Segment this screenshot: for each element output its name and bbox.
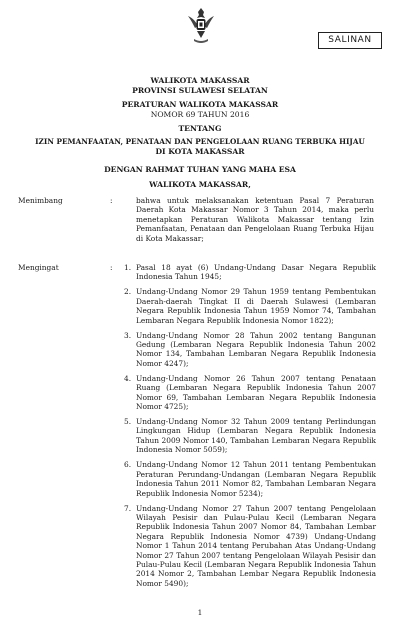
menimbang-colon: : <box>110 196 113 205</box>
header-peraturan: PERATURAN WALIKOTA MAKASSAR <box>121 100 279 109</box>
list-item <box>124 374 376 412</box>
page-number: 1 <box>197 608 203 617</box>
list-item <box>124 287 376 325</box>
document-title-line2: DI KOTA MAKASSAR <box>155 147 245 156</box>
list-item-number: 1. <box>124 263 132 272</box>
list-item-text: Pasal 18 ayat (6) Undang-Undang Dasar Negara Republik Indonesia Tahun 1945; <box>136 263 376 282</box>
list-item-number: 6. <box>124 460 132 470</box>
list-item-number: 4. <box>124 373 132 383</box>
list-item-number: 7. <box>124 503 132 513</box>
list-item <box>124 331 376 369</box>
menimbang-label: Menimbang <box>18 196 63 205</box>
header-nomor: NOMOR 69 TAHUN 2016 <box>150 110 250 119</box>
list-item-number: 3. <box>124 330 132 340</box>
header-tentang: TENTANG <box>178 124 222 133</box>
header-provinsi: PROVINSI SULAWESI SELATAN <box>132 86 268 95</box>
list-item-text: Undang-Undang Nomor 29 Tahun 1959 tentang Pembentukan Daerah-daerah Tingkat II di Daerah Sulawesi (Lembaran Negara Republik Indonesia Tahun 1959 Nomor 74, Tambahan Lembaran Negara Republik Indonesia Nomor 1822); <box>136 287 376 325</box>
list-item-number: 5. <box>124 417 132 427</box>
header-walikota: WALIKOTA MAKASSAR <box>150 76 250 85</box>
list-item-text: Undang-Undang Nomor 12 Tahun 2011 tentang Pembentukan Peraturan Perundang-Undangan (Lembaran Negara Republik Indonesia Tahun 2011 Nomor 82, Tambahan Lembaran Negara Republik Indonesia Nomor 5234); <box>136 460 376 498</box>
list-item <box>124 504 376 589</box>
list-item-text: Undang-Undang Nomor 27 Tahun 2007 tentang Pengelolaan Wilayah Pesisir dan Pulau-Pulau Kecil (Lembaran Negara Republik Indonesia Tahun 2007 Nomor 84, Tambahan Lembar Negara Republik Indonesia Nomor 4739) Undang-Undang Nomor 1 Tahun 2014 tentang Perubahan Atas Undang-Undang Nomor 27 Tahun 2007 tentang Pengelolaan Wilayah Pesisir dan Pulau-Pulau Kecil (Lembaran Negara Republik Indonesia Tahun 2014 Nomor 2, Tambahan Lembar Negara Republik Indonesia Nomor 5490); <box>136 503 376 588</box>
garuda-emblem-icon <box>186 6 216 48</box>
menimbang-text: bahwa untuk melaksanakan ketentuan Pasal 7 Peraturan Daerah Kota Makassar Nomor 3 Tahun 2014, maka perlu menetapkan Peraturan Walikota Makassar tentang Izin Pemanfaatan, Penataan dan Pengelolaan Ruang Terbuka Hijau di Kota Makassar; <box>136 196 374 243</box>
list-item-text: Undang-Undang Nomor 32 Tahun 2009 tentang Perlindungan Lingkungan Hidup (Lembaran Negara Republik Indonesia Tahun 2009 Nomor 140, Tambahan Lembaran Negara Republik Indonesia Nomor 5059); <box>136 417 376 455</box>
mengingat-label: Mengingat <box>18 263 59 272</box>
header-dengan-rahmat: DENGAN RAHMAT TUHAN YANG MAHA ESA <box>104 165 296 174</box>
mengingat-list <box>124 263 376 594</box>
list-item-text: Undang-Undang Nomor 28 Tahun 2002 tentang Bangunan Gedung (Lembaran Negara Republik Indonesia Tahun 2002 Nomor 134, Tambahan Lembaran Negara Republik Indonesia Nomor 4247); <box>136 330 376 368</box>
list-item <box>124 263 376 282</box>
list-item <box>124 460 376 498</box>
mengingat-colon: : <box>110 263 113 272</box>
header-walikota-signatory: WALIKOTA MAKASSAR, <box>149 180 251 189</box>
list-item-text: Undang-Undang Nomor 26 Tahun 2007 tentang Penataan Ruang (Lembaran Negara Republik Indonesia Tahun 2007 Nomor 69, Tambahan Lembaran Negara Republik Indonesia Nomor 4725); <box>136 373 376 412</box>
list-item <box>124 417 376 455</box>
document-title-line1: IZIN PEMANFAATAN, PENATAAN DAN PENGELOLAAN RUANG TERBUKA HIJAU <box>35 137 365 146</box>
salinan-stamp: SALINAN <box>318 32 382 49</box>
list-item-number: 2. <box>124 287 132 297</box>
